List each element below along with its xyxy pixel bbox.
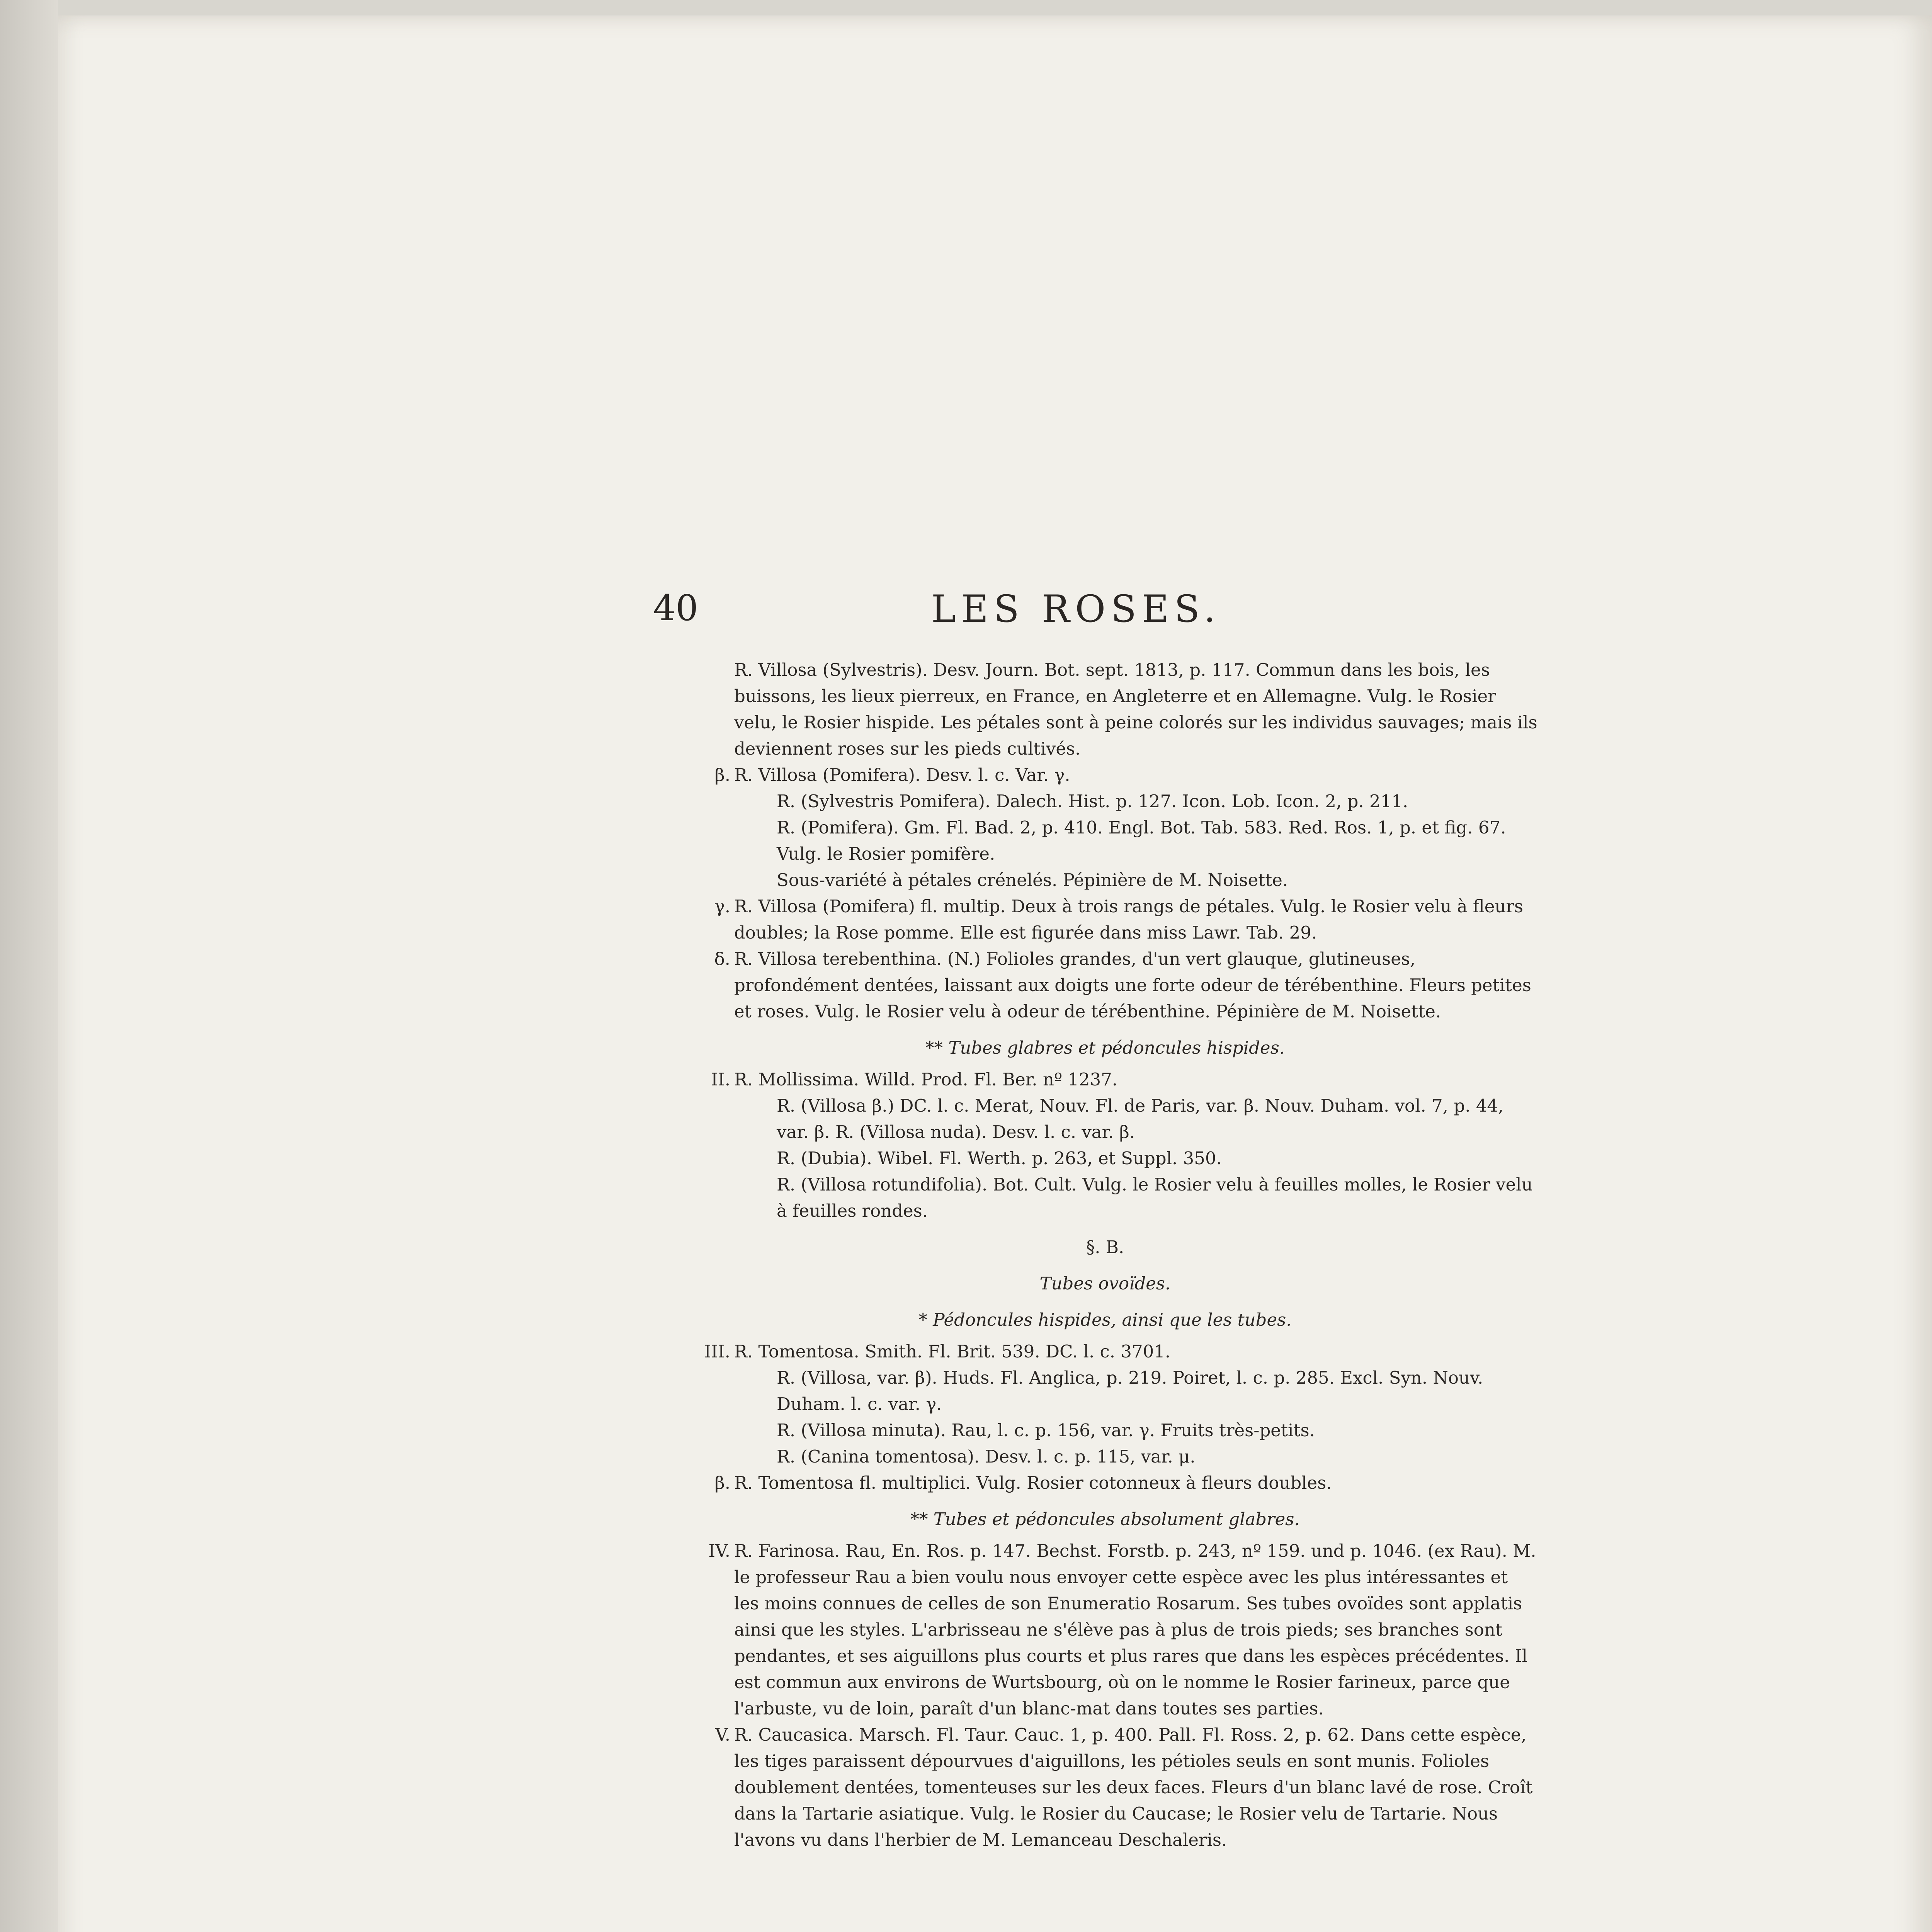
entry-farinosa [672,1538,1538,1722]
synonym-line [672,1172,1538,1224]
entry-caucasica [672,1722,1538,1853]
entry-marker: β. [714,1473,730,1493]
entry-text: R. Tomentosa. Smith. Fl. Brit. 539. DC. l. c. 3701. [734,1341,1171,1362]
entry-text: R. (Canina tomentosa). Desv. l. c. p. 115, var. μ. [777,1446,1196,1467]
entry-tomentosa [672,1338,1538,1365]
entry-text: R. (Dubia). Wibel. Fl. Werth. p. 263, et Suppl. 350. [777,1148,1222,1168]
synonym-line [672,1145,1538,1172]
entry-text: R. (Villosa minuta). Rau, l. c. p. 156, var. γ. Fruits très-petits. [777,1420,1315,1440]
entry-marker: II. [711,1069,730,1090]
sub-variety-line [672,867,1538,893]
section-heading: Tubes ovoïdes. [1039,1273,1171,1294]
entry-tomentosa-fl-multiplici [672,1470,1538,1496]
synonym-line [672,1365,1538,1417]
page-number: 40 [653,587,699,629]
entry-villosa-pomifera [672,762,1538,788]
entry-marker: δ. [714,949,730,969]
synonym-line [672,1417,1538,1444]
entry-text: R. (Villosa, var. β). Huds. Fl. Anglica, p. 219. Poiret, l. c. p. 285. Excl. Syn. Nouv. Duham. l. c. var. γ. [777,1367,1483,1414]
entry-marker: IV. [708,1541,730,1561]
running-title: LES ROSES. [931,587,1221,631]
synonym-line [672,815,1538,867]
main-text [672,657,1538,1853]
entry-text: R. Mollissima. Willd. Prod. Fl. Ber. nº 1237. [734,1069,1118,1090]
entry-villosa-sylvestris [672,657,1538,762]
entry-text: R. Villosa terebenthina. (N.) Folioles grandes, d'un vert glauque, glutineuses, profondément dentées, laissant aux doigts une forte odeur de térébenthine. Fleurs petites et roses. Vulg. le Rosier velu à odeur de térébenthine. Pépinière de M. Noisette. [734,949,1531,1022]
entry-mollissima [672,1066,1538,1093]
section-heading: ** Tubes glabres et pédoncules hispides. [925,1037,1285,1058]
entry-text: R. Farinosa. Rau, En. Ros. p. 147. Bechst. Forstb. p. 243, nº 159. und p. 1046. (ex Rau). M. le professeur Rau a bien voulu nous envoyer cette espèce avec les plus intéressantes et les moins connues de celles de son Enumeratio Rosarum. Ses tubes ovoïdes sont applatis ainsi que les styles. L'arbrisseau ne s'élève pas à plus de trois pieds; ses branches sont pendantes, et ses aiguillons plus courts et plus rares que dans les espèces précédentes. Il est commun aux environs de Wurtsbourg, où on le nomme le Rosier farineux, parce que l'arbuste, vu de loin, paraît d'un blanc-mat dans toutes ses parties. [734,1541,1536,1719]
page-left-edge [0,0,58,1932]
entry-text: R. (Villosa β.) DC. l. c. Merat, Nouv. Fl. de Paris, var. β. Nouv. Duham. vol. 7, p. 44, var. β. R. (Villosa nuda). Desv. l. c. var. β. [777,1095,1504,1142]
entry-text: R. Caucasica. Marsch. Fl. Taur. Cauc. 1, p. 400. Pall. Fl. Ross. 2, p. 62. Dans cette espèce, les tiges paraissent dépourvues d'aiguillons, les pétioles seuls en sont munis. Folioles doublement dentées, tomenteuses sur les deux faces. Fleurs d'un blanc lavé de rose. Croît dans la Tartarie asiatique. Vulg. le Rosier du Caucase; le Rosier velu de Tartarie. Nous l'avons vu dans l'herbier de M. Lemanceau Deschaleris. [734,1725,1533,1850]
entry-villosa-fl-multip [672,893,1538,946]
entry-marker: γ. [714,896,730,917]
entry-text: Sous-variété à pétales crénelés. Pépinière de M. Noisette. [777,870,1288,890]
entry-villosa-terebenthina [672,946,1538,1025]
page-header [653,587,1542,641]
entry-marker: III. [704,1341,730,1362]
entry-text: R. Tomentosa fl. multiplici. Vulg. Rosier cotonneux à fleurs doubles. [734,1473,1332,1493]
entry-marker: V. [715,1725,730,1745]
section-heading: * Pédoncules hispides, ainsi que les tubes. [918,1310,1292,1330]
entry-text: R. Villosa (Pomifera). Desv. l. c. Var. γ. [734,765,1070,785]
entry-text: R. Villosa (Pomifera) fl. multip. Deux à trois rangs de pétales. Vulg. le Rosier velu à fleurs doubles; la Rose pomme. Elle est figurée dans miss Lawr. Tab. 29. [734,896,1523,943]
entry-text: R. (Villosa rotundifolia). Bot. Cult. Vulg. le Rosier velu à feuilles molles, le Rosier velu à feuilles rondes. [777,1174,1533,1221]
synonym-line [672,1444,1538,1470]
synonym-line [672,788,1538,815]
entry-text: R. (Pomifera). Gm. Fl. Bad. 2, p. 410. Engl. Bot. Tab. 583. Red. Ros. 1, p. et fig. 67. Vulg. le Rosier pomifère. [777,817,1506,864]
entry-text: R. (Sylvestris Pomifera). Dalech. Hist. p. 127. Icon. Lob. Icon. 2, p. 211. [777,791,1408,811]
entry-marker: β. [714,765,730,785]
synonym-line [672,1093,1538,1145]
entry-text: R. Villosa (Sylvestris). Desv. Journ. Bot. sept. 1813, p. 117. Commun dans les bois, les buissons, les lieux pierreux, en France, en Angleterre et en Allemagne. Vulg. le Rosier velu, le Rosier hispide. Les pétales sont à peine colorés sur les individus sauvages; mais ils deviennent roses sur les pieds cultivés. [734,660,1537,759]
section-heading: §. B. [1086,1237,1124,1257]
section-heading: ** Tubes et pédoncules absolument glabres. [910,1509,1300,1529]
